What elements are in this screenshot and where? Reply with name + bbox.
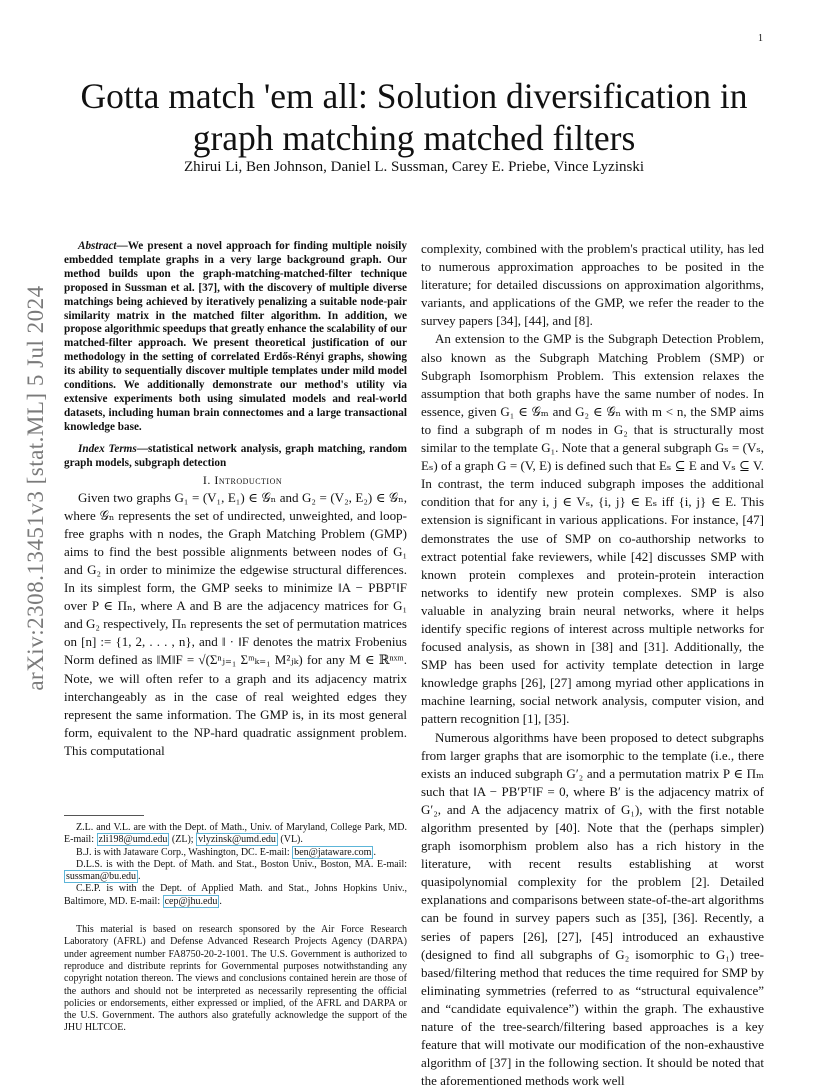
arxiv-watermark	[20, 285, 52, 691]
footnotes	[64, 822, 407, 1035]
intro-paragraph: Given two graphs G₁ = (V₁, E₁) ∈ 𝒢ₙ and G₂ = (V₂, E₂) ∈ 𝒢ₙ, where 𝒢ₙ represents the set of undirected, unweighted, and loop-free graphs with n nodes, the Graph Matching Problem (GMP) aims to find the best possible alignments between nodes of G₁ and G₂ in order to minimize the edgewise structural differences. In its simplest form, the GMP seeks to minimize ‖A − PBPᵀ‖F over P ∈ Πₙ, where A and B are the adjacency matrices for G₁ and G₂ respectively, Πₙ represents the set of permutation matrices on [n] := {1, 2, . . . , n}, and ‖ · ‖F denotes the matrix Frobenius Norm defined as ‖M‖F = √(Σⁿⱼ₌₁ Σᵐₖ₌₁ M²ⱼₖ) for any M ∈ ℝⁿˣᵐ. Note, we will often refer to a graph and its adjacency matrix interchangeably as in the case of real weighted edges they represent the same information. The GMP is, in its most general form, equivalent to the NP-hard quadratic assignment problem. This computational	[64, 489, 407, 758]
email-link-vl[interactable]: vlyzinsk@umd.edu	[198, 834, 276, 846]
body-paragraph: Numerous algorithms have been proposed to detect subgraphs from larger graphs that are isomorphic to the template (i.e., there exists an induced subgraph G′₂ and a permutation matrix P ∈ Πₘ such that ‖A − PB′Pᵀ‖F = 0, where B′ is the adjacency matrix of G′₂, and A the adjacency matrix of G₁), with the first notable algorithm presented by [40]. Note that the (perhaps simpler) graph isomorphism problem also has a rich history in the literature, with recent results establishing at worst quasipolynomial complexity for the problem [2]. Detailed explanations and comparisons between state-of-the-art algorithms can be found in survey papers such as [35], [36]. Recently, a series of papers [26], [27], [45] introduced an exhaustive (designed to find all subgraphs of G₂ isomorphic to G₁) tree-based/filtering method that reduces the time required for SMP by eliminating symmetries (referred to as “structural equivalence” and “candidate equivalence”) within the graph. The exhaustive nature of the tree-search/filtering based approaches is a key feature that will motivate our modification of the non-exhaustive algorithm of [37] in the following section. It should be noted that the aforementioned methods work well	[421, 729, 764, 1089]
footnote-rule	[64, 815, 144, 816]
section-heading	[64, 471, 407, 489]
footnote-text: .	[219, 895, 222, 907]
footnote-text: B.J. is with Jataware Corp., Washington, DC. E-mail:	[76, 846, 293, 858]
index-terms-label: Index Terms	[78, 442, 137, 455]
index-terms-text: —statistical network analysis, graph matching, random graph models, subgraph detection	[64, 442, 407, 469]
footnote-text: Z.L. and V.L. are with the Dept. of Math., Univ. of Maryland, College Park, MD. E-mail:	[64, 822, 407, 846]
email-link-cep[interactable]: cep@jhu.edu	[164, 895, 218, 907]
funding-acknowledgment: This material is based on research sponsored by the Air Force Research Laboratory (AFRL) and Defense Advanced Research Projects Agency (DARPA) under agreement number FA8750-20-2-1001. The U.S. Government is authorized to reproduce and distribute reprints for Governmental purposes notwithstanding any copyright notation thereon. The views and conclusions contained herein are those of the authors and should not be interpreted as necessarily representing the official policies or endorsements, either expressed or implied, of the AFRL and DARPA or the U.S. Government. The authors also gratefully acknowledge the support of the JHU HLTCOE.	[64, 924, 407, 1034]
paper-title: Gotta match 'em all: Solution diversification in graph matching matched filters	[80, 76, 748, 158]
author-list: Zhirui Li, Ben Johnson, Daniel L. Sussman, Carey E. Priebe, Vince Lyzinski	[183, 159, 644, 175]
footnote-text: (ZL);	[169, 834, 197, 846]
footnote-text: C.E.P. is with the Dept. of Applied Math. and Stat., Johns Hopkins Univ., Baltimore, MD. E-mail:	[64, 883, 407, 907]
email-link-dls[interactable]: sussman@bu.edu	[66, 871, 137, 883]
abstract-text: —We present a novel approach for finding multiple noisily embedded template graphs in a very large background graph. Our method builds upon the graph-matching-matched-filter technique proposed in Sussman et al. [37], with the discovery of multiple diverse matchings being achieved by iteratively penalizing a suitable node-pair similarity matrix in the matched filter algorithm. In addition, we propose algorithmic speedups that greatly enhance the scalability of our matched-filter approach. We present theoretical justification of our methodology in the setting of correlated Erdős-Rényi graphs, showing its ability to sequentially discover multiple templates under mild model conditions. We additionally demonstrate our method's utility via extensive experiments both using simulated models and real-world datasets, including human brain connectomes and a large transactional knowledge base.	[64, 240, 407, 433]
email-link-zl[interactable]: zli198@umd.edu	[98, 834, 168, 846]
left-column	[64, 240, 407, 760]
arxiv-identifier: arXiv:2308.13451v3 [stat.ML] 5 Jul 2024	[23, 285, 48, 691]
section-number: I.	[202, 472, 215, 487]
section-title: Introduction	[214, 472, 283, 487]
page-number: 1	[758, 33, 763, 44]
abstract	[64, 240, 407, 435]
body-paragraph: An extension to the GMP is the Subgraph Detection Problem, also known as the Subgraph Matching Problem (SMP) or Subgraph Isomorphism Problem. This extension relaxes the assumption that both graphs have the same number of nodes. In essence, given G₁ ∈ 𝒢ₘ and G₂ ∈ 𝒢ₙ with m < n, the SMP aims to find a subgraph of m nodes in G₂ that is structurally most similar to the template G₁. Note that a general subgraph Gₛ = (Vₛ, Eₛ) of a graph G = (V, E) is defined such that Eₛ ⊆ E and Vₛ ⊆ V. In contrast, the term induced subgraph imposes the additional condition that for any i, j ∈ Vₛ, {i, j} ∈ Eₛ iff {i, j} ∈ E. This extension is significant in various applications. For instance, [47] demonstrates the use of SMP on co-authorship networks to extract potential fake reviewers, while [42] discusses SMP with known protein complexes and protein-protein interaction networks to identify new protein complexes. SMP is also valuable in analyzing brain neural networks, where it helps identify specific regions of interest across multiple networks for focused analysis, as shown in [38] and [31]. Additionally, the SMP has been used for activity template detection in large knowledge graphs [26], [27] among myriad other applications in machine learning, social network analysis, computer vision, and pattern recognition [1], [35].	[421, 331, 764, 727]
index-terms	[64, 443, 407, 471]
footnote-text: (VL).	[277, 834, 303, 846]
footnote-bj	[64, 847, 407, 859]
footnote-text: .	[373, 846, 376, 858]
footnote-zl-vl	[64, 822, 407, 847]
footnote-dls	[64, 859, 407, 884]
footnote-text: .	[138, 871, 141, 883]
footnote-text: D.L.S. is with the Dept. of Math. and Stat., Boston Univ., Boston, MA. E-mail:	[76, 858, 407, 870]
body-paragraph: complexity, combined with the problem's practical utility, has led to numerous approximation approaches to be posited in the literature; for detailed discussions on approximation algorithms, variants, and applications of the GMP, we refer the reader to the survey papers [34], [44], and [8].	[421, 241, 764, 329]
abstract-label: Abstract	[78, 240, 117, 252]
footnote-cep	[64, 883, 407, 908]
right-column	[421, 240, 764, 1090]
email-link-bj[interactable]: ben@jataware.com	[294, 846, 372, 858]
